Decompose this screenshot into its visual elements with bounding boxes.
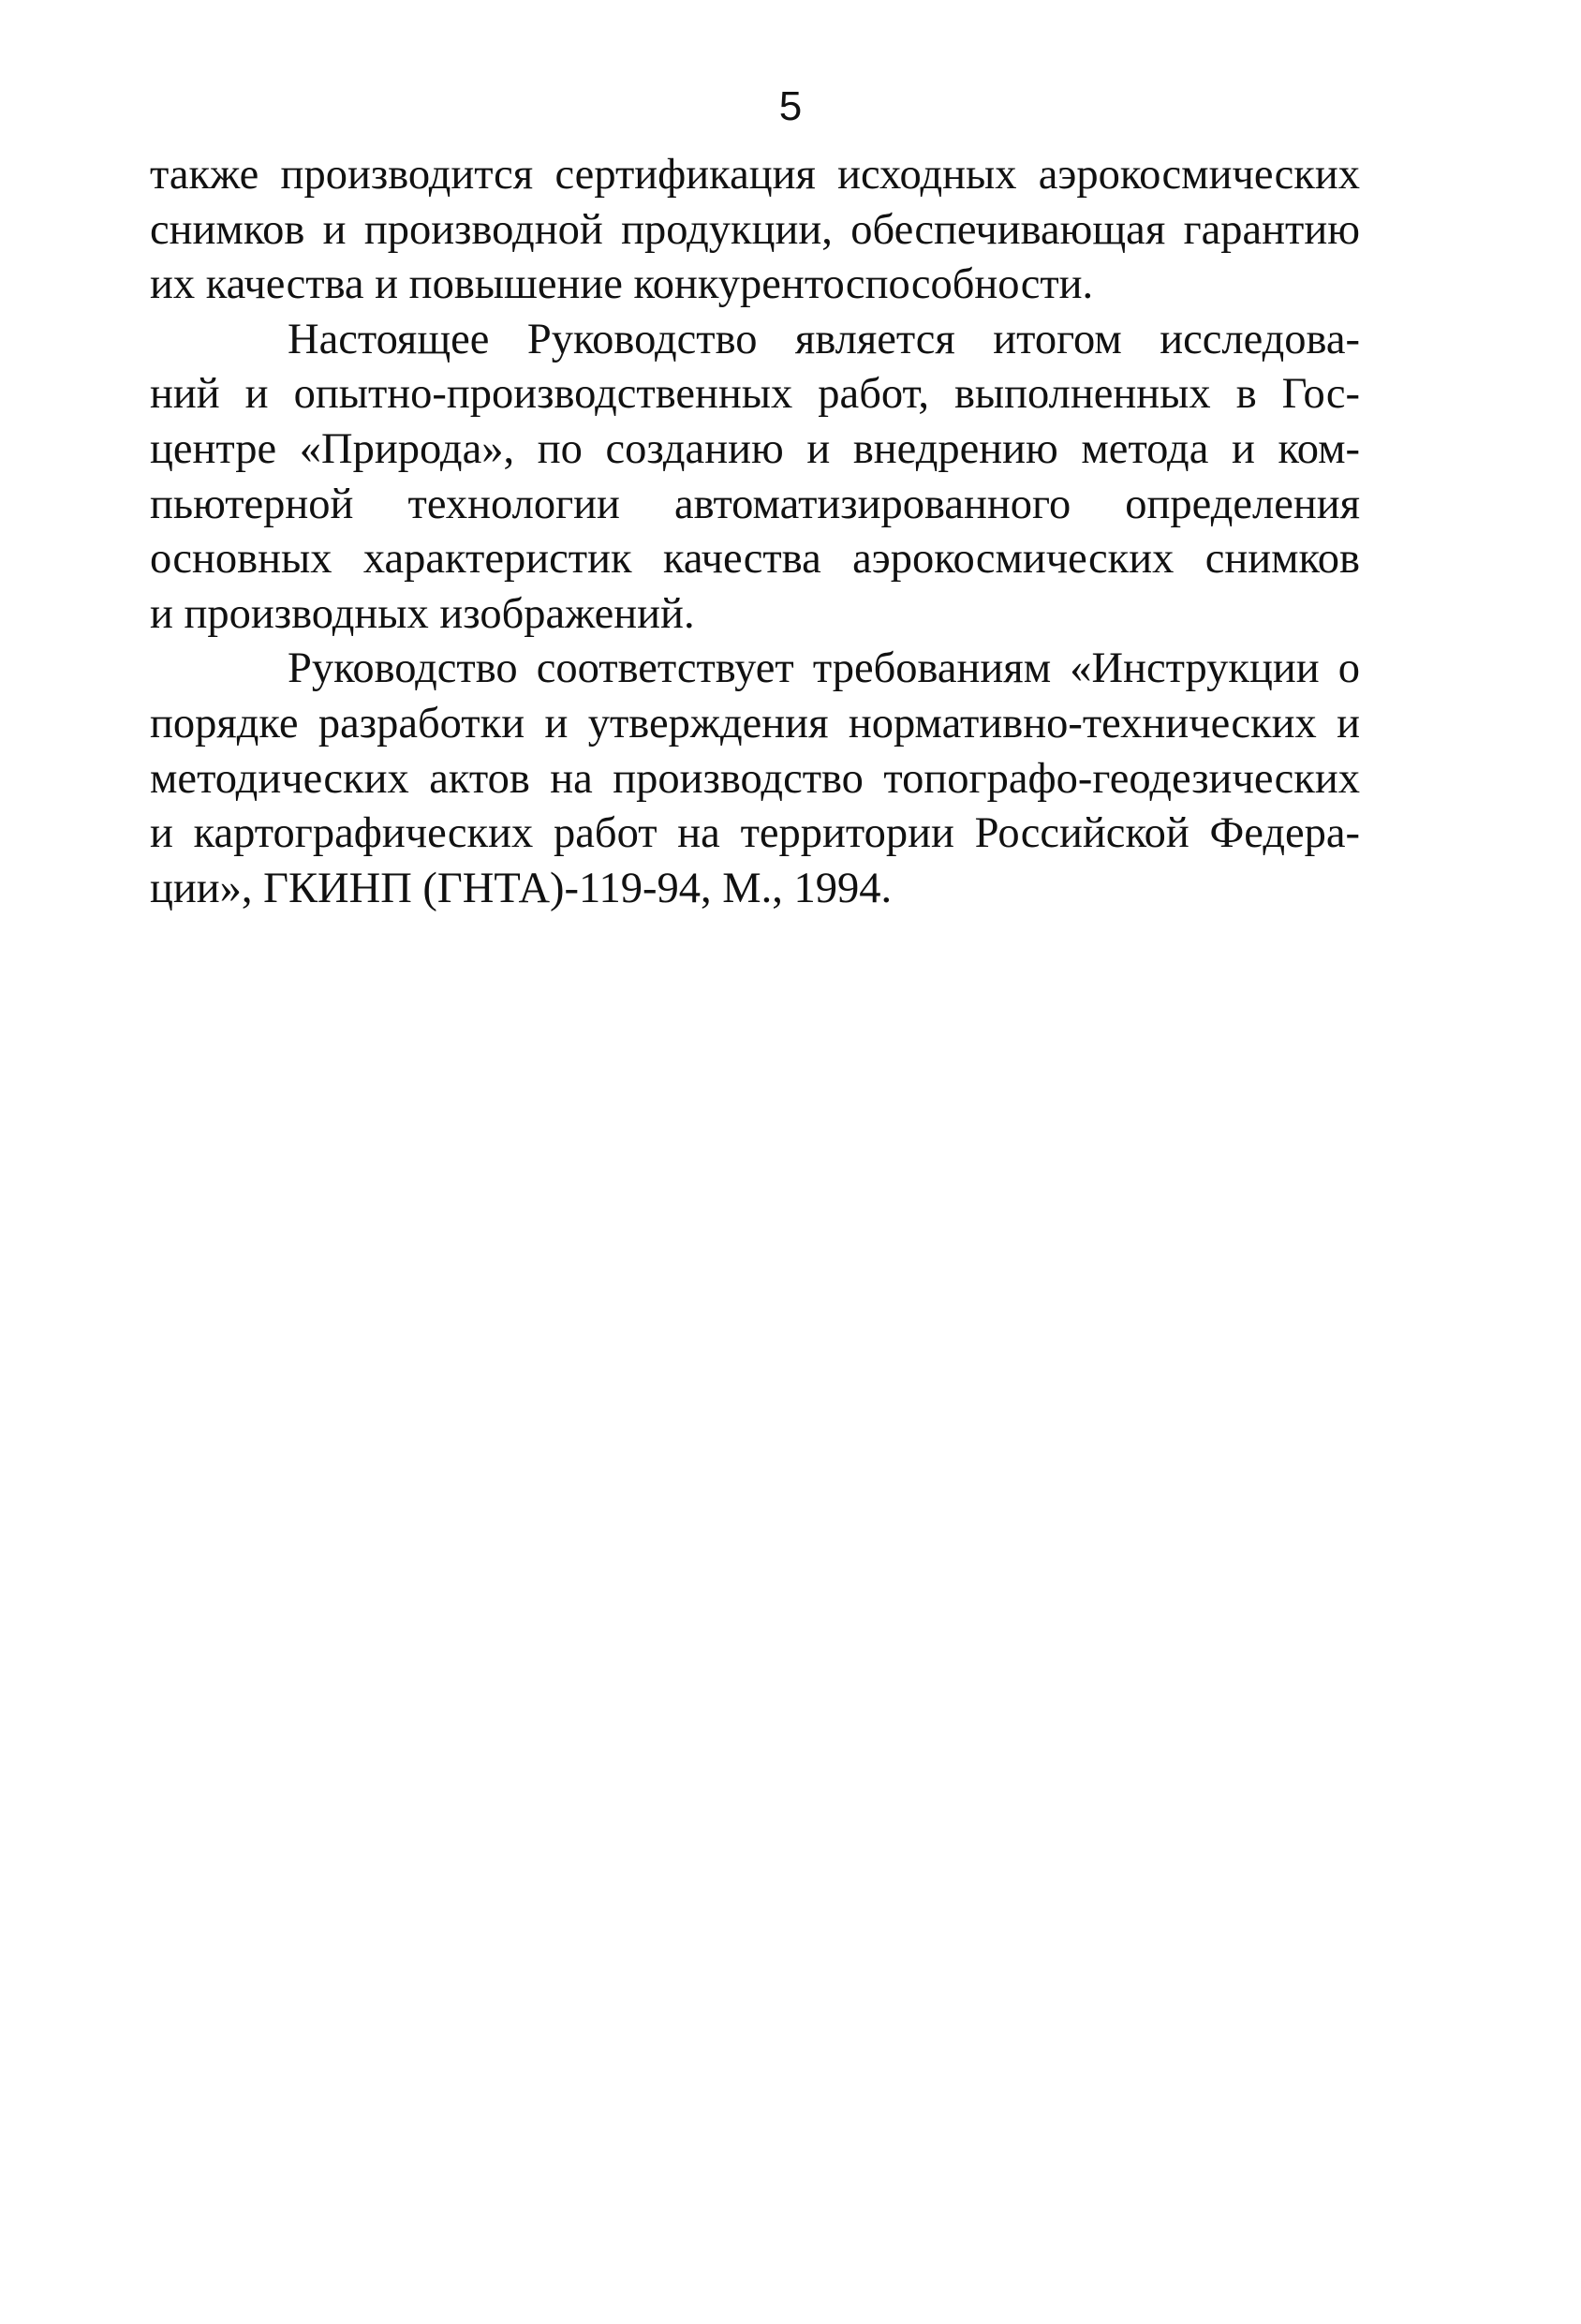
document-body <box>150 148 1360 916</box>
paragraph-line: снимков и производной продукции, обеспечивающая гарантию <box>150 205 1360 254</box>
paragraph-line: методических актов на производство топографо-геодезических <box>150 754 1360 803</box>
page-number: 5 <box>778 83 803 129</box>
paragraph-line: и производных изображений. <box>150 589 695 638</box>
paragraph-line: их качества и повышение конкурентоспособности. <box>150 260 1094 309</box>
paragraph-line: пьютерной технологии автоматизированного определения <box>150 480 1360 528</box>
paragraph-1 <box>150 148 1360 313</box>
paragraph-line: Настоящее Руководство является итогом исследова- <box>288 315 1360 363</box>
paragraph-line: и картографических работ на территории Российской Федера- <box>150 809 1360 858</box>
paragraph-2 <box>150 313 1360 643</box>
paragraph-line: основных характеристик качества аэрокосмических снимков <box>150 535 1360 584</box>
paragraph-3 <box>150 642 1360 916</box>
paragraph-line: порядке разработки и утверждения нормативно-технических и <box>150 699 1360 748</box>
paragraph-line: центре «Природа», по созданию и внедрению метода и ком- <box>150 424 1360 473</box>
paragraph-line: ний и опытно-производственных работ, выполненных в Гос- <box>150 370 1360 419</box>
paragraph-line: Руководство соответствует требованиям «Инструкции о <box>288 644 1360 693</box>
paragraph-line: также производится сертификация исходных аэрокосмических <box>150 151 1360 199</box>
paragraph-line: ции», ГКИНП (ГНТА)-119-94, М., 1994. <box>150 864 893 912</box>
